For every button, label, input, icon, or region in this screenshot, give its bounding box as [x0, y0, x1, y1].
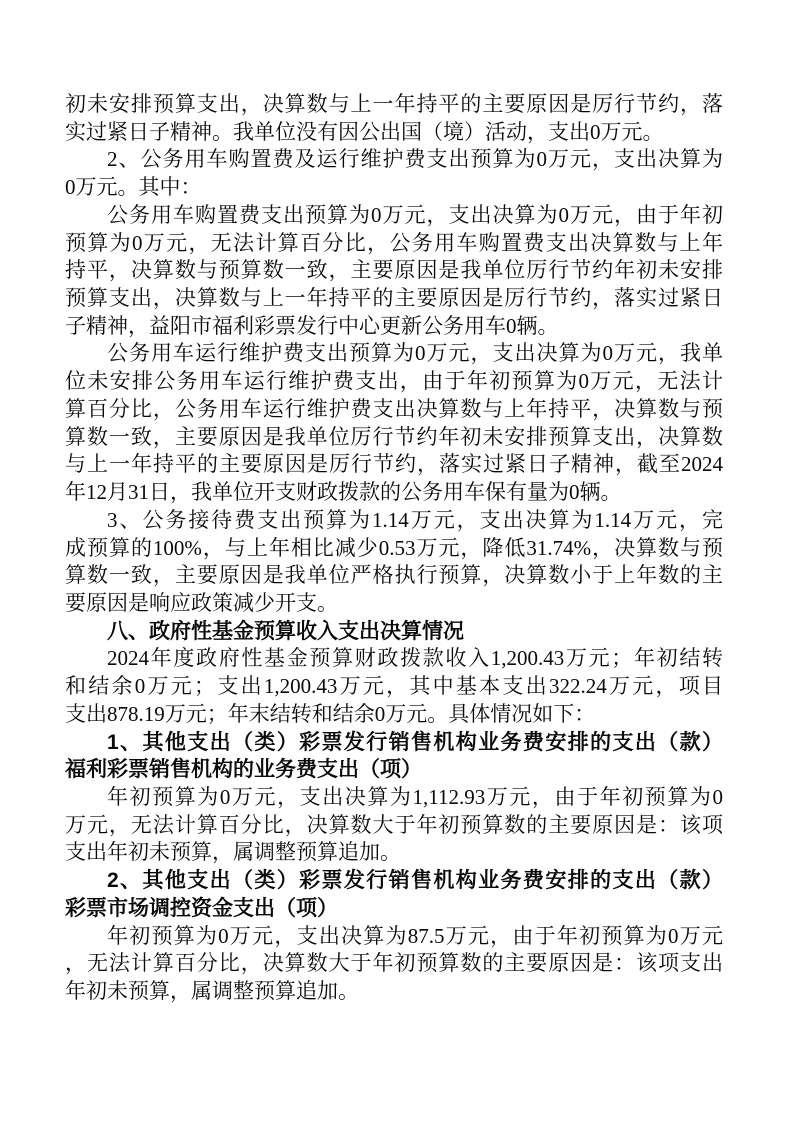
text-line: 福利彩票销售机构的业务费支出（项） [65, 758, 422, 782]
text-line: 2024年度政府性基金预算财政拨款收入1,200.43万元；年初结转 [107, 646, 723, 671]
text-line: 初未安排预算支出，决算数与上一年持平的主要原因是厉行节约，落 [65, 92, 723, 116]
text-line: 八、政府性基金预算收入支出决算情况 [107, 619, 464, 643]
paragraph-block [65, 507, 723, 618]
text-line: 1、其他支出（类）彩票发行销售机构业务费安排的支出（款） [107, 730, 723, 754]
text-line: 成预算的100%，与上年相比减少0.53万元，降低31.74%，决算数与预 [65, 535, 723, 560]
paragraph-block [65, 645, 723, 728]
heading-block [65, 729, 723, 784]
paragraph-block [65, 202, 723, 341]
text-line: 和结余0万元；支出1,200.43万元，其中基本支出322.24万元，项目 [65, 674, 723, 699]
heading-block [65, 618, 723, 646]
text-line: 2、公务用车购置费及运行维护费支出预算为0万元，支出决算为 [107, 147, 723, 172]
text-line: 年12月31日，我单位开支财政拨款的公务用车保有量为0辆。 [65, 480, 622, 505]
text-line: 彩票市场调控资金支出（项） [65, 896, 338, 920]
text-line: 公务用车运行维护费支出预算为0万元，支出决算为0万元，我单 [107, 341, 723, 366]
paragraph-block [65, 923, 723, 1006]
text-line: 算数一致，主要原因是我单位严格执行预算，决算数小于上年数的主 [65, 563, 723, 588]
text-line: 算百分比，公务用车运行维护费支出决算数与上年持平，决算数与预 [65, 396, 723, 421]
text-line: 年初未预算，属调整预算追加。 [65, 979, 359, 1003]
text-line: 预算支出，决算数与上一年持平的主要原因是厉行节约，落实过紧日 [65, 286, 723, 311]
paragraph-block [65, 784, 723, 867]
document-content [65, 91, 723, 1006]
text-line: 算数一致，主要原因是我单位厉行节约年初未安排预算支出，决算数 [65, 424, 723, 449]
text-line: 3、公务接待费支出预算为1.14万元，支出决算为1.14万元，完 [107, 507, 723, 532]
paragraph-block [65, 340, 723, 506]
text-line: 位未安排公务用车运行维护费支出，由于年初预算为0万元，无法计 [65, 369, 723, 394]
text-line: 0万元。其中： [65, 175, 202, 200]
text-line: 子精神，益阳市福利彩票发行中心更新公务用车0辆。 [65, 313, 559, 338]
text-line: 持平，决算数与预算数一致，主要原因是我单位厉行节约年初未安排 [65, 258, 723, 283]
text-line: 与上一年持平的主要原因是厉行节约，落实过紧日子精神，截至2024 [65, 452, 723, 477]
text-line: 要原因是响应政策减少开支。 [65, 590, 338, 615]
text-line: 预算为0万元，无法计算百分比，公务用车购置费支出决算数与上年 [65, 230, 723, 255]
text-line: 2、其他支出（类）彩票发行销售机构业务费安排的支出（款） [107, 869, 723, 893]
paragraph-block [65, 146, 723, 201]
text-line: 公务用车购置费支出预算为0万元，支出决算为0万元，由于年初 [107, 202, 723, 227]
paragraph-block [65, 91, 723, 146]
text-line: 支出878.19万元；年末结转和结余0万元。具体情况如下： [65, 701, 596, 726]
text-line: 年初预算为0万元，支出决算为87.5万元，由于年初预算为0万元 [107, 923, 723, 948]
text-line: 万元，无法计算百分比，决算数大于年初预算数的主要原因是：该项 [65, 812, 723, 837]
text-line: 支出年初未预算，属调整预算追加。 [65, 840, 401, 865]
text-line: 年初预算为0万元，支出决算为1,112.93万元，由于年初预算为0 [107, 784, 723, 809]
heading-block [65, 867, 723, 922]
text-line: ，无法计算百分比，决算数大于年初预算数的主要原因是：该项支出 [65, 951, 723, 976]
text-line: 实过紧日子精神。我单位没有因公出国（境）活动，支出0万元。 [65, 119, 664, 144]
